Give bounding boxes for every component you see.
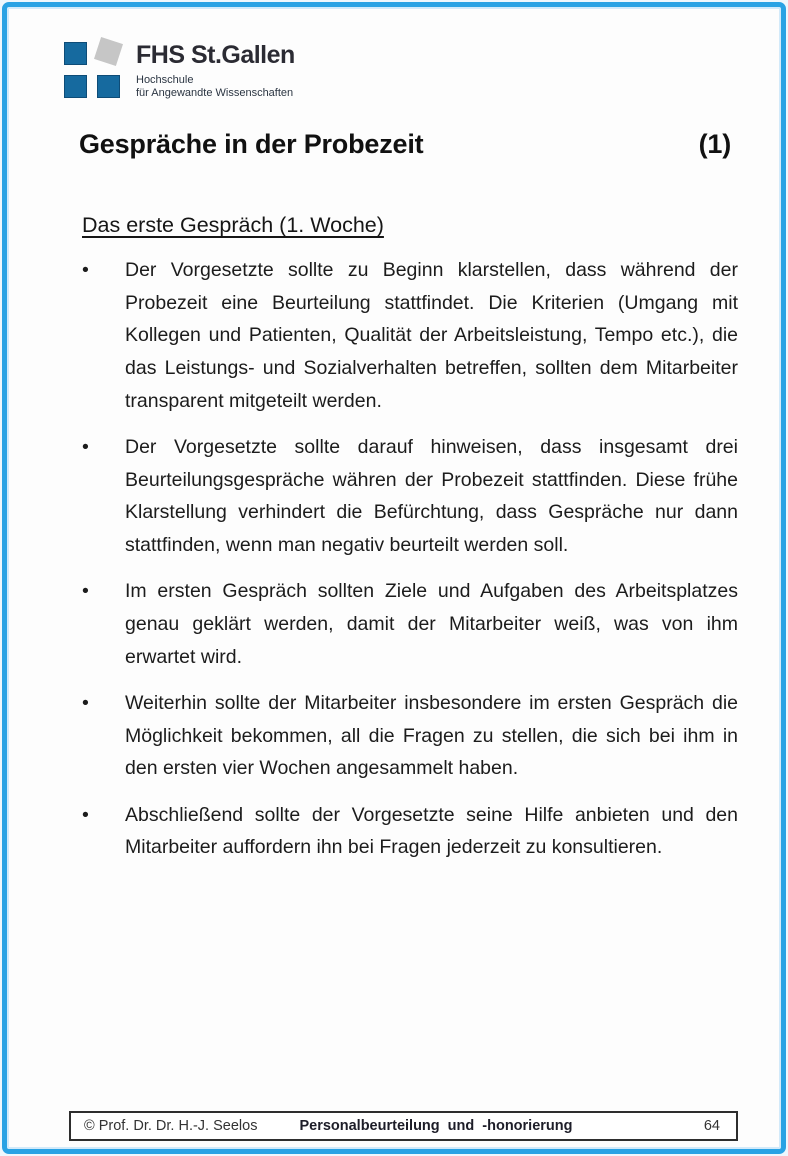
section-heading: Das erste Gespräch (1. Woche) bbox=[82, 213, 384, 237]
bullet-item bbox=[82, 799, 738, 864]
logo-text bbox=[136, 40, 295, 99]
footer-bar bbox=[69, 1111, 738, 1141]
brand-subline-1: Hochschule bbox=[136, 74, 194, 86]
bullet-item bbox=[82, 254, 738, 418]
footer-page-number: 64 bbox=[703, 1118, 720, 1134]
bullet-marker: • bbox=[82, 436, 89, 459]
bullet-text: Im ersten Gespräch sollten Ziele und Aufgaben des Arbeitsplatzes genau geklärt werden, damit der Mitarbeiter weiß, was von ihm erwartet wird. bbox=[125, 580, 738, 668]
footer-copyright: © Prof. Dr. Dr. H.-J. Seelos bbox=[84, 1118, 258, 1134]
bullet-text: Der Vorgesetzte sollte darauf hinweisen, dass insgesamt drei Beurteilungsgespräche währen der Probezeit stattfinden. Diese frühe Klarstellung verhindert die Befürchtung, dass Gespräche nur dann stattfinden, wenn man negativ beurteilt werden soll. bbox=[125, 436, 738, 557]
logo-square-blue-icon bbox=[64, 75, 87, 98]
fhs-logo bbox=[64, 40, 295, 99]
bullet-marker: • bbox=[82, 580, 89, 603]
page-title: Gespräche in der Probezeit bbox=[79, 129, 424, 159]
bullet-text: Weiterhin sollte der Mitarbeiter insbesondere im ersten Gespräch die Möglichkeit bekommen, all die Fragen zu stellen, die sich bei ihm in den ersten vier Wochen angesammelt haben. bbox=[125, 691, 738, 780]
slide-part-number: (1) bbox=[698, 129, 731, 159]
brand-subline-2: für Angewandte Wissenschaften bbox=[136, 86, 294, 99]
bullet-marker: • bbox=[82, 691, 89, 714]
footer-course-title: Personalbeurteilung und -honorierung bbox=[299, 1118, 573, 1134]
title-row bbox=[79, 129, 731, 160]
bullet-marker: • bbox=[82, 259, 89, 281]
bullet-list bbox=[82, 254, 738, 877]
bullet-item bbox=[82, 431, 738, 562]
bullet-text: Der Vorgesetzte sollte zu Beginn klarstellen, dass während der Probezeit eine Beurteilung stattfindet. Die Kriterien (Umgang mit Kollegen und Patienten, Qualität der Arbeitsleistung, Tempo etc.), die das Leistungs- und Sozialverhalten betreffen, sollten dem Mitarbeiter transparent mitgeteilt werden. bbox=[125, 259, 738, 412]
logo-squares-icon bbox=[64, 40, 120, 98]
bullet-text: Abschließend sollte der Vorgesetzte seine Hilfe anbieten und den Mitarbeiter auffordern ihn bei Fragen jederzeit zu konsultieren. bbox=[125, 803, 738, 859]
bullet-marker: • bbox=[82, 803, 89, 826]
logo-square-blue-icon bbox=[64, 42, 87, 65]
brand-name: FHS St.Gallen bbox=[136, 41, 295, 69]
logo-square-blue-icon bbox=[97, 75, 120, 98]
bullet-item bbox=[82, 575, 738, 673]
page-frame bbox=[2, 2, 786, 1154]
brand-subline bbox=[136, 74, 295, 99]
bullet-item bbox=[82, 687, 738, 785]
logo-diamond-gray-icon bbox=[94, 37, 123, 66]
